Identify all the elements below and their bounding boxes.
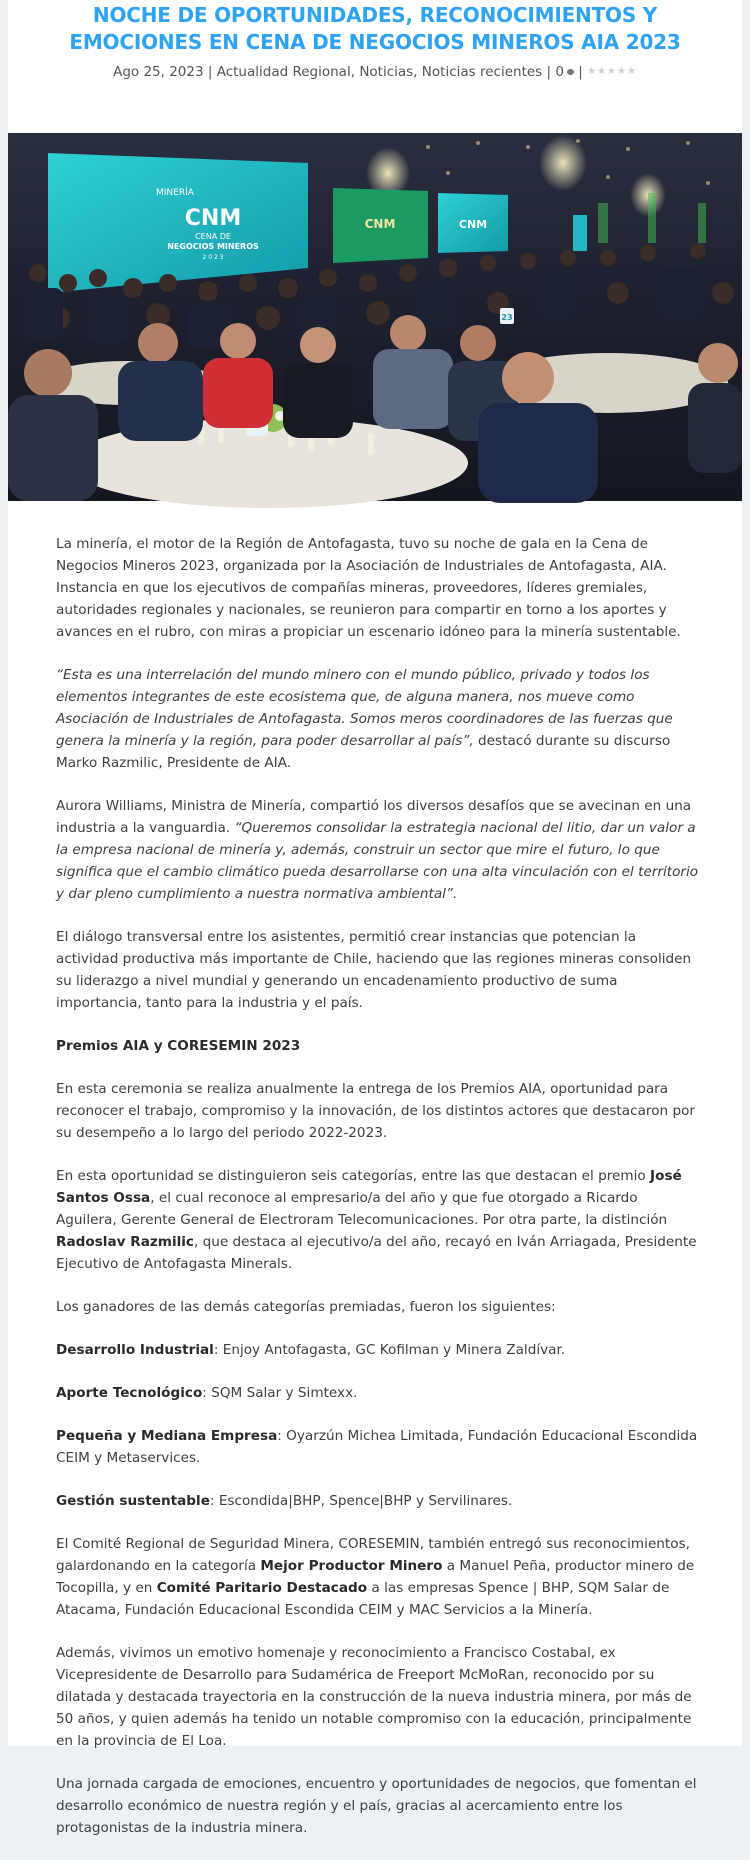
featured-image <box>8 133 742 501</box>
meta-separator: | <box>573 64 588 80</box>
rating-stars-icon: ★★★★★ <box>587 66 637 77</box>
paragraph-coresemin <box>56 1533 702 1621</box>
category-link-noticias[interactable]: Noticias <box>359 64 414 80</box>
paragraph-cierre: Una jornada cargada de emociones, encuentro y oportunidades de negocios, que fomentan el desarrollo económico de nuestra región y el país, gracias al acercamiento entre los protagonistas de la industria minera. <box>56 1776 697 1836</box>
award-jose-santos-ossa: José Santos Ossa <box>56 1168 682 1206</box>
post-date: Ago 25, 2023 <box>113 64 204 80</box>
paragraph-homenaje: Además, vivimos un emotivo homenaje y reconocimiento a Francisco Costabal, ex Vicepresidente de Desarrollo para Sudamérica de Freeport McMoRan, reconocido por su dilatada y destacada trayectoria en la construcción de la nueva industria minera, por más de 50 años, y quien además ha tenido un notable compromiso con la educación, principalmente en la provincia de El Loa. <box>56 1645 692 1749</box>
comment-icon <box>567 69 574 75</box>
award-label: Aporte Tecnológico <box>56 1385 203 1401</box>
text-segment: a Manuel Peña, productor minero de Tocopilla, y en <box>56 1558 695 1596</box>
paragraph-razmilic-quote <box>56 664 702 774</box>
comment-count: 0 <box>555 64 564 80</box>
meta-comma: , <box>413 64 422 80</box>
text-segment: , que destaca al ejecutivo/a del año, recayó en Iván Arriagada, Presidente Ejecutivo de Antofagasta Minerals. <box>56 1234 697 1272</box>
paragraph-williams <box>56 795 702 905</box>
table-number-2: 23 <box>501 313 513 322</box>
award-item <box>56 1490 702 1512</box>
quote-razmilic: “Esta es una interrelación del mundo minero con el mundo público, privado y todos los elementos integrantes de este ecosistema que, de alguna manera, nos mueve como Asociación de Industriales de Antofagasta. Somos meros coordinadores de las fuerzas que genera la minería y la región, para poder desarrollar al país”, <box>56 667 673 749</box>
award-radoslav-razmilic: Radoslav Razmilic <box>56 1234 194 1250</box>
award-value: : SQM Salar y Simtexx. <box>202 1385 358 1401</box>
williams-intro: Aurora Williams, Ministra de Minería, compartió los diversos desafíos que se avecinan en una industria a la vanguardia. <box>56 798 692 836</box>
category-link-actualidad-regional[interactable]: Actualidad Regional <box>216 64 351 80</box>
comments-link[interactable] <box>555 64 574 80</box>
quote-williams: “Queremos consolidar la estrategia nacional del litio, dar un valor a la empresa nacional de minería y, además, construir un sector que mire el futuro, lo que significa que el cambio climático pueda desarrollarse con una alta vinculación con el territorio y dar pleno cumplimiento a nuestra normativa ambiental”. <box>56 820 699 902</box>
meta-separator: | <box>542 64 556 80</box>
award-value: : Escondida|BHP, Spence|BHP y Servilinares. <box>209 1493 513 1509</box>
screen-title-1: CENA DE <box>195 232 231 241</box>
paragraph-intro: La minería, el motor de la Región de Antofagasta, tuvo su noche de gala en la Cena de Negocios Mineros 2023, organizada por la Asociación de Industriales de Antofagasta, AIA. Instancia en que los ejecutivos de compañías mineras, proveedores, líderes gremiales, autoridades regionales y nacionales, se reunieron para compartir en torno a los aportes y avances en el rubro, con miras a propiciar un escenario idóneo para la minería sustentable. <box>56 536 681 640</box>
paragraph-categorias <box>56 1165 702 1275</box>
award-item <box>56 1425 702 1469</box>
meta-comma: , <box>350 64 360 80</box>
screen-year: 2 0 2 3 <box>202 254 224 261</box>
award-comite-paritario: Comité Paritario Destacado <box>156 1580 368 1596</box>
article-body <box>56 533 702 1860</box>
award-label: Gestión sustentable <box>56 1493 210 1509</box>
post-meta <box>8 62 742 82</box>
award-label: Desarrollo Industrial <box>56 1342 214 1358</box>
subheading-premios: Premios AIA y CORESEMIN 2023 <box>56 1038 301 1054</box>
text-segment: , el cual reconoce al empresario/a del año y que fue otorgado a Ricardo Aguilera, Gerente General de Electroram Telecomunicaciones. Por otra parte, la distinción <box>56 1190 668 1228</box>
paragraph-ceremonia: En esta ceremonia se realiza anualmente la entrega de los Premios AIA, oportunidad para reconocer el trabajo, compromiso y la innovación, de los distintos actores que destacaron por su desempeño a lo largo del periodo 2022-2023. <box>56 1081 695 1141</box>
award-label: Pequeña y Mediana Empresa <box>56 1428 278 1444</box>
screen-brand: CNM <box>184 206 242 231</box>
paragraph-dialogo: El diálogo transversal entre los asistentes, permitió crear instancias que potencian la actividad productiva más importante de Chile, haciendo que las regiones mineras consoliden su liderazgo a nivel mundial y generando un encadenamiento productivo de suma importancia, tanto para la industria y el país. <box>56 929 692 1011</box>
category-link-noticias-recientes[interactable]: Noticias recientes <box>421 64 543 80</box>
text-segment: a las empresas Spence | BHP, SQM Salar de Atacama, Fundación Educacional Escondida CEIM y MAC Servicios a la Minería. <box>56 1580 670 1618</box>
award-item <box>56 1382 702 1404</box>
article-page <box>8 0 742 1836</box>
text-segment: En esta oportunidad se distinguieron seis categorías, entre las que destacan el premio <box>56 1168 651 1184</box>
screen-title-2: NEGOCIOS MINEROS <box>167 242 259 251</box>
quote-attribution: destacó durante su discurso Marko Razmilic, Presidente de AIA. <box>56 733 671 771</box>
award-value: : Oyarzún Michea Limitada, Fundación Educacional Escondida CEIM y Metaservices. <box>56 1428 698 1466</box>
meta-separator: | <box>203 64 217 80</box>
screen-small-label: MINERÍA <box>156 188 194 198</box>
article-title: NOCHE DE OPORTUNIDADES, RECONOCIMIENTOS Y EMOCIONES EN CENA DE NEGOCIOS MINEROS AIA 2023 <box>69 3 681 54</box>
event-photo <box>8 133 742 501</box>
text-segment: El Comité Regional de Seguridad Minera, CORESEMIN, también entregó sus reconocimientos, galardonando en la categoría <box>56 1536 690 1574</box>
screen-brand-3: CNM <box>458 218 488 231</box>
award-item <box>56 1339 702 1361</box>
screen-brand-2: CNM <box>364 217 396 231</box>
section-heading <box>56 1035 702 1057</box>
award-value: : Enjoy Antofagasta, GC Kofilman y Minera Zaldívar. <box>213 1342 566 1358</box>
paragraph-ganadores: Los ganadores de las demás categorías premiadas, fueron los siguientes: <box>56 1299 556 1315</box>
award-mejor-productor: Mejor Productor Minero <box>260 1558 443 1574</box>
